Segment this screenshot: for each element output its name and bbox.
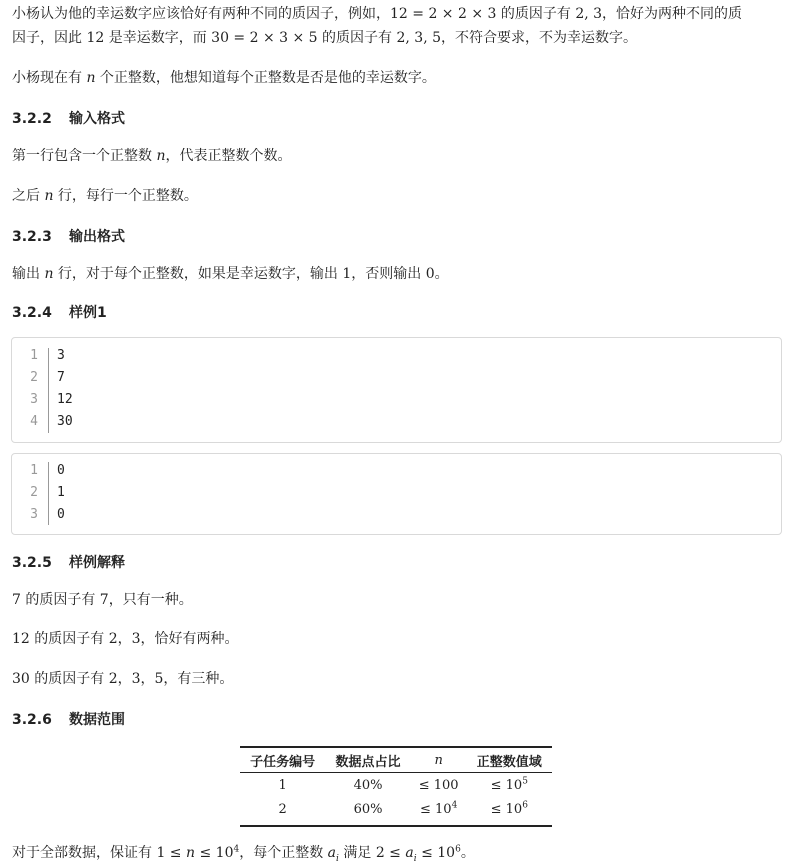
var-i: i (336, 853, 339, 864)
explain-line-2: 12 的质因子有 2，3，恰好有两种。 (12, 631, 239, 647)
cell-task: 2 (240, 797, 325, 826)
var-n: n (86, 70, 96, 86)
cell-task: 1 (278, 777, 287, 793)
var-n: n (44, 188, 54, 204)
cell-ratio: 40% (353, 777, 383, 793)
header-task: 子任务编号 (240, 747, 325, 773)
input-line-1 (12, 146, 291, 166)
code-line (12, 460, 781, 482)
code-text: 0 (57, 507, 65, 522)
input-line-1-a: 第一行包含一个正整数 (12, 148, 157, 164)
code-line (12, 389, 781, 411)
intro-line-1: 小杨认为他的幸运数字应该恰好有两种不同的质因子，例如，12 = 2 × 2 × 3 的质因子有 2, 3，恰好为两种不同的质 (12, 6, 743, 22)
section-number: 3.2.2 (12, 111, 52, 127)
var-n: n (186, 845, 196, 861)
cell-value-exp: 5 (522, 776, 528, 787)
footer-constraint (12, 843, 475, 863)
intro-line-2: 因子，因此 12 是幸运数字，而 30 = 2 × 3 × 5 的质因子有 2, 3, 5，不符合要求，不为幸运数字。 (12, 30, 638, 46)
section-sample-heading (12, 302, 107, 322)
section-title: 样例解释 (69, 555, 125, 571)
line-number: 3 (30, 392, 38, 407)
sample-input-block[interactable] (11, 337, 782, 443)
code-line (12, 504, 781, 526)
var-i: i (413, 853, 417, 864)
intro-line-3 (12, 68, 436, 88)
input-line-2-b: 行，每行一个正整数。 (53, 188, 198, 204)
code-text: 1 (57, 485, 65, 500)
cell-n-le: ≤ 10 (419, 801, 452, 817)
cell-n (411, 797, 467, 826)
code-text: 3 (57, 348, 65, 363)
footer-a: 对于全部数据，保证有 1 ≤ (12, 845, 186, 861)
code-line (12, 345, 781, 367)
explain-line-1: 7 的质因子有 7，只有一种。 (12, 592, 193, 608)
section-explain-heading (12, 552, 125, 572)
sample-output-block[interactable] (11, 453, 782, 535)
code-line (12, 367, 781, 389)
header-n (411, 747, 467, 773)
section-number: 3.2.6 (12, 712, 52, 728)
var-a: a (327, 845, 337, 861)
table-row (240, 797, 552, 826)
cell-value-le: ≤ 10 (490, 801, 523, 817)
cell-value (467, 797, 552, 826)
code-text: 0 (57, 463, 65, 478)
range-table (240, 746, 552, 827)
section-title: 输入格式 (69, 111, 125, 127)
line-number: 2 (30, 370, 38, 385)
gutter-divider (48, 462, 49, 525)
footer-c: ，每个正整数 (239, 845, 328, 861)
footer-b: ≤ 10 (195, 845, 234, 861)
var-a: a (405, 845, 414, 861)
line-number: 4 (30, 414, 38, 429)
section-number: 3.2.5 (12, 555, 52, 571)
output-line-a: 输出 (12, 266, 45, 282)
var-n: n (156, 148, 166, 164)
section-input-heading (12, 108, 125, 128)
section-output-heading (12, 226, 125, 246)
section-title: 数据范围 (69, 712, 125, 728)
line-number: 1 (30, 463, 38, 478)
var-n: n (44, 266, 54, 282)
output-line (12, 264, 449, 284)
cell-n (411, 773, 467, 798)
input-line-1-b: ，代表正整数个数。 (165, 148, 292, 164)
cell-value-exp: 6 (522, 800, 528, 811)
cell-ratio: 60% (325, 797, 410, 826)
input-line-2 (12, 186, 198, 206)
footer-exp-1: 4 (233, 844, 240, 855)
section-title: 样例1 (69, 305, 107, 321)
output-line-b: 行，对于每个正整数，如果是幸运数字，输出 1，否则输出 0。 (53, 266, 449, 282)
header-ratio: 数据点占比 (325, 747, 410, 773)
footer-exp-2: 6 (455, 844, 461, 855)
code-line (12, 482, 781, 504)
explain-line-3: 30 的质因子有 2，3，5，有三种。 (12, 671, 234, 687)
footer-e: ≤ 10 (416, 845, 456, 861)
footer-f: 。 (460, 845, 475, 861)
section-title: 输出格式 (69, 229, 125, 245)
line-number: 1 (30, 348, 38, 363)
section-range-heading (12, 709, 125, 729)
code-text: 12 (57, 392, 73, 407)
code-line (12, 411, 781, 433)
line-number: 2 (30, 485, 38, 500)
cell-value (467, 773, 552, 798)
cell-n-le: ≤ 100 (418, 777, 459, 793)
table-header-row (240, 747, 552, 773)
code-text: 7 (57, 370, 65, 385)
gutter-divider (48, 348, 49, 433)
header-n-var: n (434, 752, 443, 768)
section-number: 3.2.4 (12, 305, 52, 321)
cell-n-exp: 4 (451, 800, 458, 811)
code-text: 30 (57, 414, 73, 429)
footer-d: 满足 2 ≤ (338, 845, 406, 861)
cell-value-le: ≤ 10 (490, 777, 523, 793)
section-number: 3.2.3 (12, 229, 52, 245)
table-row (240, 773, 552, 798)
input-line-2-a: 之后 (12, 188, 45, 204)
header-value: 正整数值域 (467, 747, 552, 773)
line-number: 3 (30, 507, 38, 522)
intro-line-3-a: 小杨现在有 (12, 70, 87, 86)
intro-line-3-b: 个正整数，他想知道每个正整数是否是他的幸运数字。 (95, 70, 436, 86)
